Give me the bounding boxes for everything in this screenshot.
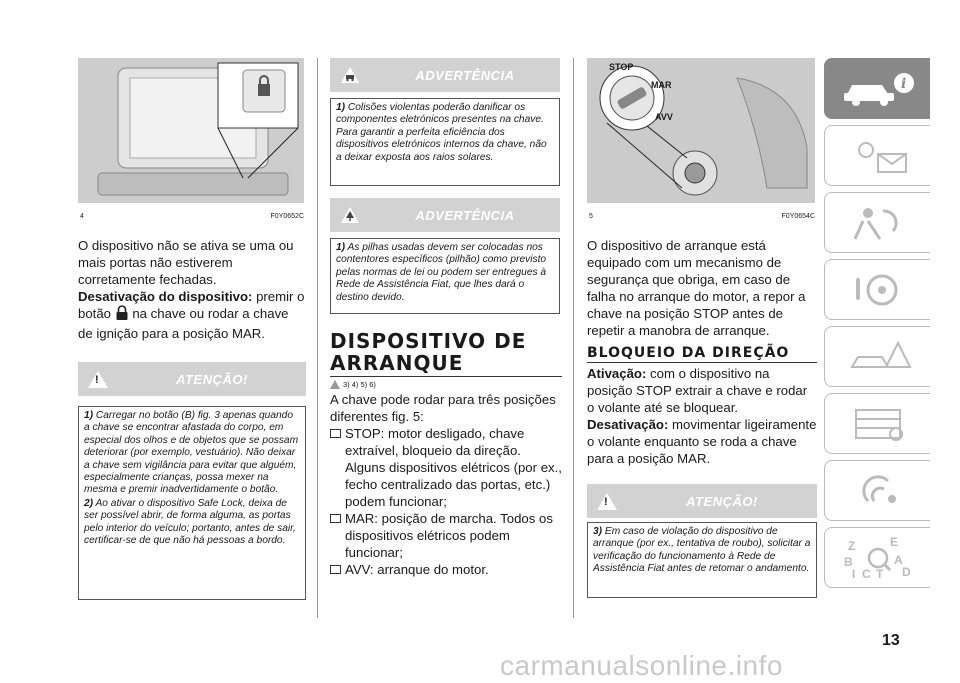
section-title-steering-lock: BLOQUEIO DA DIREÇÃO [587, 345, 817, 363]
ignition-illustration [587, 58, 815, 203]
paragraph: O dispositivo não se ativa se uma ou mais portas não estiverem corretamente fechadas. [78, 238, 294, 287]
emergency-icon [838, 337, 918, 377]
tab-car-info[interactable] [824, 58, 930, 119]
warning-header-col3 [587, 484, 817, 518]
deactivation-paragraph [78, 288, 306, 342]
environment-tree-icon [340, 206, 360, 224]
warning-title: ATENÇÃO! [176, 371, 248, 387]
figure-5-caption [589, 213, 815, 220]
advertencia-box-1: 1) Colisões violentas poderão danificar os componentes eletrónicos presentes na chave. Para garantir a perfeita eficiência dos dispositivos eletrónicos internos da chave, não a deixar exposta aos raios solares. [330, 98, 560, 186]
index-letter-a: A [893, 552, 903, 567]
advertencia-title: ADVERTÊNCIA [415, 67, 515, 83]
tab-multimedia[interactable] [824, 460, 930, 521]
advertencia-header-1 [330, 58, 560, 92]
index-letter-t: T [875, 566, 883, 580]
advertencia-header-2 [330, 198, 560, 232]
warning-box-col3: 3) Em caso de violação do dispositivo de arranque (por ex., tentativa de roubo), solicitar a verificação do funcionamento à Rede de Assistência Fiat antes de retomar o andamento. [587, 522, 817, 598]
label-avv: AVV [655, 112, 673, 122]
tab-warning-lights[interactable] [824, 125, 930, 186]
list-item: AVV: arranque do motor. [330, 561, 562, 578]
index-icon [838, 536, 918, 580]
references: 3) 4) 5) 6) [343, 380, 376, 389]
tab-maintenance[interactable] [824, 393, 930, 454]
advertencia-box-2: 1) As pilhas usadas devem ser colocadas nos contentores específicos (pilhão) como previsto pelas normas de lei ou podem ser entregues à Rede de Assistência Fiat, que lhes dará o destino devido. [330, 238, 560, 314]
warning-item: 1) Carregar no botão (B) fig. 3 apenas quando a chave se encontrar afastada do corpo, em especial dos olhos e de objetos que se possam deteriorar (por exemplo, vestuário). Não deixar a chave sem vigilância para evitar que alguém, especialmente crianças, possa mexer na mesma e premir inadvertidamente o botão. [84, 410, 299, 496]
warning-ref-icon [330, 380, 340, 389]
list-item: STOP: motor desligado, chave extraível, bloqueio da direção. Alguns dispositivos elétricos (por ex., fecho centralizado das portas, etc.) podem funcionar; [330, 425, 562, 510]
figure-number: 5 [589, 213, 593, 220]
car-info-icon [838, 69, 918, 109]
watermark: carmanualsonline.info [500, 650, 783, 681]
index-letter-i: I [851, 566, 855, 580]
advertencia-title: ADVERTÊNCIA [415, 207, 515, 223]
column-divider [573, 58, 574, 618]
figure-code: F0Y0652C [270, 213, 304, 220]
col2-text [330, 380, 562, 578]
safety-icon [838, 203, 918, 243]
warning-box-col1 [78, 406, 306, 600]
warning-title: ATENÇÃO! [686, 493, 758, 509]
tab-driving[interactable] [824, 259, 930, 320]
deactivation-label: Desativação do dispositivo: [78, 289, 253, 304]
label-stop: STOP [609, 62, 634, 72]
warning-triangle-icon: ! [597, 493, 617, 510]
deactivation-text-1: premir o botão [78, 289, 305, 321]
index-letter-d: D [901, 564, 911, 579]
index-letter-b: B [843, 554, 853, 569]
tab-index[interactable] [824, 527, 930, 588]
col1-text [78, 237, 306, 342]
index-letter-z: Z [847, 538, 855, 553]
column-divider [317, 58, 318, 618]
tab-emergency[interactable] [824, 326, 930, 387]
warning-item: 2) Ao ativar o dispositivo Safe Lock, deixa de ser possível abrir, de forma alguma, as portas pelo interior do veículo; portanto, antes de sair, certificar-se de que não há pessoas a bordo. [84, 497, 296, 547]
warning-lights-icon [838, 136, 918, 176]
deactivation-paragraph: Desativação: movimentar ligeiramente o volante enquanto se roda a chave para a posição MAR. [587, 417, 817, 466]
label-mar: MAR [651, 80, 672, 90]
chapter-sidebar [824, 58, 930, 594]
index-letter-e: E [889, 535, 898, 549]
warning-header-col1 [78, 362, 306, 396]
page-number: 13 [882, 632, 900, 649]
figure-5-image [587, 58, 815, 203]
section-title-ignition: DISPOSITIVO DE ARRANQUE [330, 330, 562, 377]
intro-paragraph: A chave pode rodar para três posições diferentes fig. 5: [330, 392, 556, 424]
figure-4-caption [80, 213, 304, 220]
dashboard-illustration [78, 58, 304, 203]
multimedia-icon [838, 471, 918, 511]
tab-safety[interactable] [824, 192, 930, 253]
col3-text [587, 237, 817, 467]
list-item: MAR: posição de marcha. Todos os dispositivos elétricos podem funcionar; [330, 510, 562, 561]
deactivation-text-2: na chave ou rodar a chave de ignição para a posição MAR. [78, 306, 289, 341]
figure-4-image [78, 58, 304, 203]
figure-code: F0Y0654C [781, 213, 815, 220]
svg-text:i: i [900, 75, 906, 92]
lock-icon [115, 305, 129, 325]
index-letter-c: C [861, 566, 871, 580]
car-collision-icon [340, 66, 360, 84]
figure-number: 4 [80, 213, 84, 220]
paragraph: O dispositivo de arranque está equipado com um mecanismo de segurança que obriga, em caso de falha no arranque do motor, a repor a chave na posição STOP antes de repetir a manobra de arranque. [587, 238, 806, 338]
steering-wheel-icon [838, 270, 918, 310]
activation-paragraph: Ativação: com o dispositivo na posição STOP extrair a chave e rodar o volante até se bloquear. [587, 366, 808, 415]
warning-triangle-icon: ! [88, 371, 108, 388]
maintenance-icon [838, 404, 918, 444]
